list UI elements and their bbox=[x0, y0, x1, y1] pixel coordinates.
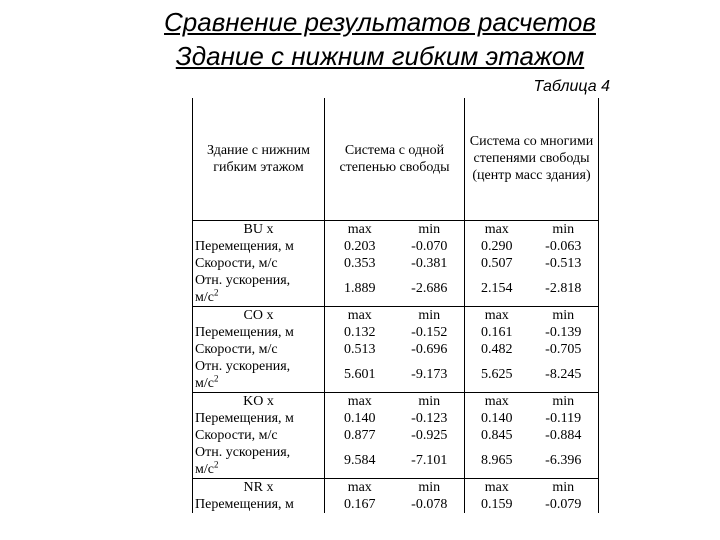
value-cell: 0.845 bbox=[481, 427, 513, 443]
value-cell: -6.396 bbox=[529, 444, 599, 479]
minmax-label: min bbox=[529, 220, 599, 238]
value-cell: -0.078 bbox=[395, 496, 465, 513]
row-label-acceleration bbox=[193, 272, 325, 307]
minmax-label: max bbox=[465, 392, 529, 410]
value-cell: -0.381 bbox=[395, 255, 465, 272]
value-cell: 0.507 bbox=[481, 255, 513, 271]
table-row bbox=[193, 324, 599, 341]
row-label-acceleration bbox=[193, 444, 325, 479]
table-row bbox=[193, 358, 599, 393]
value-cell: -0.696 bbox=[395, 341, 465, 358]
acc-label-unit: м/с bbox=[195, 375, 214, 391]
table-row bbox=[193, 427, 599, 444]
acc-label-prefix: Отн. ускорения, bbox=[195, 444, 291, 460]
minmax-label: min bbox=[395, 478, 465, 496]
acc-label-unit: м/с bbox=[195, 461, 214, 477]
table-row bbox=[193, 341, 599, 358]
value-cell: -8.245 bbox=[529, 358, 599, 393]
value-cell: 0.140 bbox=[481, 410, 513, 426]
value-cell: -0.884 bbox=[529, 427, 599, 444]
slide-title-line-1: Сравнение результатов расчетов bbox=[164, 7, 596, 37]
group-name: KO x bbox=[193, 392, 325, 410]
minmax-label: max bbox=[465, 478, 529, 496]
value-cell: 0.877 bbox=[344, 427, 376, 443]
value-cell: -2.818 bbox=[529, 272, 599, 307]
value-cell: 1.889 bbox=[344, 281, 376, 296]
value-cell: 0.161 bbox=[481, 324, 513, 340]
value-cell: -0.513 bbox=[529, 255, 599, 272]
slide-title-line-2: Здание с нижним гибким этажом bbox=[175, 41, 585, 71]
value-cell: 0.159 bbox=[481, 496, 513, 512]
value-cell: 0.290 bbox=[481, 238, 513, 254]
value-cell: -2.686 bbox=[395, 272, 465, 307]
minmax-label: max bbox=[465, 220, 529, 238]
minmax-label: min bbox=[529, 478, 599, 496]
minmax-label: max bbox=[325, 478, 395, 496]
value-cell: -0.079 bbox=[529, 496, 599, 513]
row-label-velocity: Скорости, м/с bbox=[193, 427, 325, 444]
minmax-label: min bbox=[395, 392, 465, 410]
row-label-displacement: Перемещения, м bbox=[193, 324, 325, 341]
minmax-label: max bbox=[465, 306, 529, 324]
value-cell: 8.965 bbox=[481, 453, 513, 468]
header-building: Здание с нижним гибким этажом bbox=[193, 98, 325, 220]
minmax-label: max bbox=[325, 220, 395, 238]
row-label-displacement: Перемещения, м bbox=[193, 238, 325, 255]
value-cell: 0.482 bbox=[481, 341, 513, 357]
minmax-label: max bbox=[325, 306, 395, 324]
value-cell: 5.625 bbox=[481, 367, 513, 382]
header-mdof: Система со многими степенями свободы (центр масс здания) bbox=[465, 98, 599, 220]
value-cell: 2.154 bbox=[481, 281, 513, 296]
acc-label-superscript: 2 bbox=[213, 372, 219, 383]
row-label-displacement: Перемещения, м bbox=[193, 410, 325, 427]
table-row bbox=[193, 272, 599, 307]
row-label-velocity: Скорости, м/с bbox=[193, 255, 325, 272]
table-row bbox=[193, 410, 599, 427]
table-row bbox=[193, 255, 599, 272]
table-row bbox=[193, 444, 599, 479]
acc-label-unit: м/с bbox=[195, 289, 214, 305]
table-row bbox=[193, 392, 599, 410]
group-name: CO x bbox=[193, 306, 325, 324]
value-cell: 0.513 bbox=[344, 341, 376, 357]
header-sdof: Система с одной степенью свободы bbox=[325, 98, 465, 220]
minmax-label: max bbox=[325, 392, 395, 410]
value-cell: -9.173 bbox=[395, 358, 465, 393]
row-label-displacement: Перемещения, м bbox=[193, 496, 325, 513]
group-name: BU x bbox=[193, 220, 325, 238]
table-row bbox=[193, 306, 599, 324]
value-cell: -0.119 bbox=[529, 410, 599, 427]
results-table bbox=[192, 98, 599, 513]
group-name: NR x bbox=[193, 478, 325, 496]
minmax-label: min bbox=[395, 306, 465, 324]
value-cell: 0.132 bbox=[344, 324, 376, 340]
acc-label-superscript: 2 bbox=[213, 286, 219, 297]
value-cell: 0.353 bbox=[344, 255, 376, 271]
table-row bbox=[193, 478, 599, 496]
acc-label-prefix: Отн. ускорения, bbox=[195, 358, 291, 374]
value-cell: -0.152 bbox=[395, 324, 465, 341]
minmax-label: min bbox=[529, 306, 599, 324]
table-row bbox=[193, 220, 599, 238]
table-caption: Таблица 4 bbox=[533, 78, 610, 95]
value-cell: -0.139 bbox=[529, 324, 599, 341]
value-cell: -0.070 bbox=[395, 238, 465, 255]
table-row bbox=[193, 238, 599, 255]
value-cell: -0.705 bbox=[529, 341, 599, 358]
value-cell: -0.123 bbox=[395, 410, 465, 427]
table-row bbox=[193, 496, 599, 513]
value-cell: 0.203 bbox=[344, 238, 376, 254]
value-cell: -0.063 bbox=[529, 238, 599, 255]
minmax-label: min bbox=[395, 220, 465, 238]
acc-label-prefix: Отн. ускорения, bbox=[195, 272, 291, 288]
minmax-label: min bbox=[529, 392, 599, 410]
value-cell: 0.140 bbox=[344, 410, 376, 426]
value-cell: -7.101 bbox=[395, 444, 465, 479]
value-cell: -0.925 bbox=[395, 427, 465, 444]
table-header-row bbox=[193, 98, 599, 220]
value-cell: 0.167 bbox=[344, 496, 376, 512]
row-label-acceleration bbox=[193, 358, 325, 393]
row-label-velocity: Скорости, м/с bbox=[193, 341, 325, 358]
acc-label-superscript: 2 bbox=[213, 458, 219, 469]
value-cell: 5.601 bbox=[344, 367, 376, 382]
value-cell: 9.584 bbox=[344, 453, 376, 468]
